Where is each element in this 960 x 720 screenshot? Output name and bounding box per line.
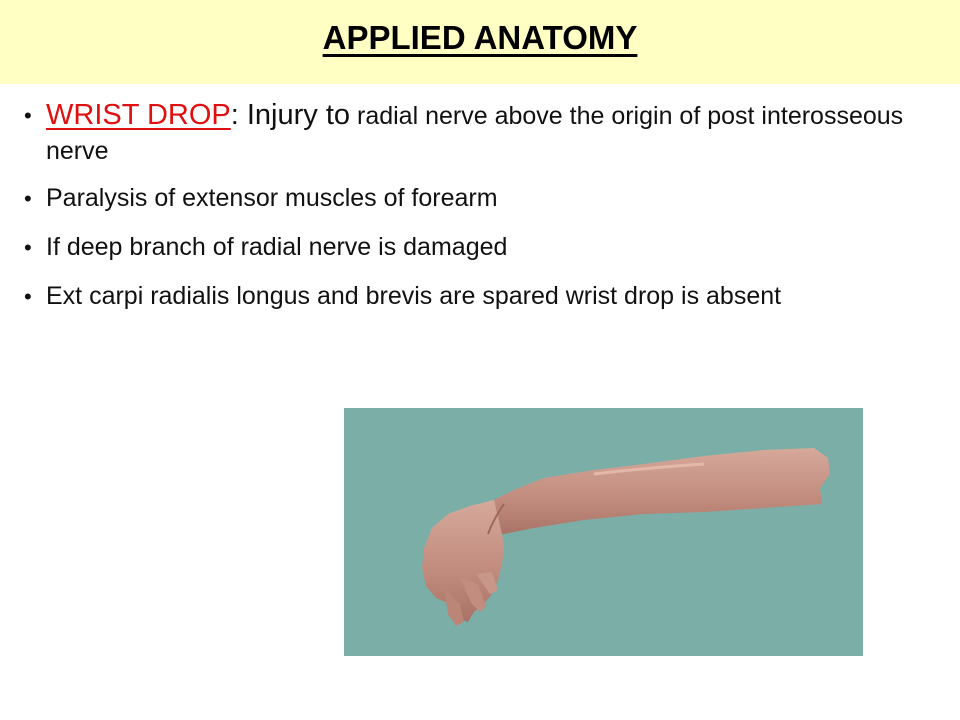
bullet-1-lead: Injury to: [246, 99, 351, 131]
bullet-dot-icon: •: [24, 103, 32, 128]
title-band: [0, 0, 960, 84]
bullet-dot-icon: •: [24, 186, 32, 211]
bullet-1-text: radial nerve above the origin of post interosseous nerve: [46, 102, 904, 165]
bullet-4-text: Ext carpi radialis longus and brevis are spared wrist drop is absent: [46, 282, 782, 310]
term-wrist-drop: WRIST DROP: [46, 99, 231, 131]
wrist-drop-photo: [344, 408, 863, 656]
forearm-shape: [454, 448, 830, 536]
bullet-ext-carpi: [24, 279, 942, 314]
bullet-dot-icon: •: [24, 235, 32, 260]
bullet-3-text: If deep branch of radial nerve is damaged: [46, 233, 508, 261]
bullet-2-text: Paralysis of extensor muscles of forearm: [46, 184, 498, 212]
bullet-dot-icon: •: [24, 284, 32, 309]
bullet-deep-branch: [24, 230, 942, 265]
bullet-list: [24, 98, 942, 328]
term-colon: :: [230, 99, 247, 131]
bullet-wrist-drop: [24, 98, 942, 169]
bullet-paralysis: [24, 181, 942, 216]
slide-title: APPLIED ANATOMY: [322, 19, 638, 56]
arm-illustration: [344, 408, 863, 656]
hand-shape: [422, 500, 504, 622]
